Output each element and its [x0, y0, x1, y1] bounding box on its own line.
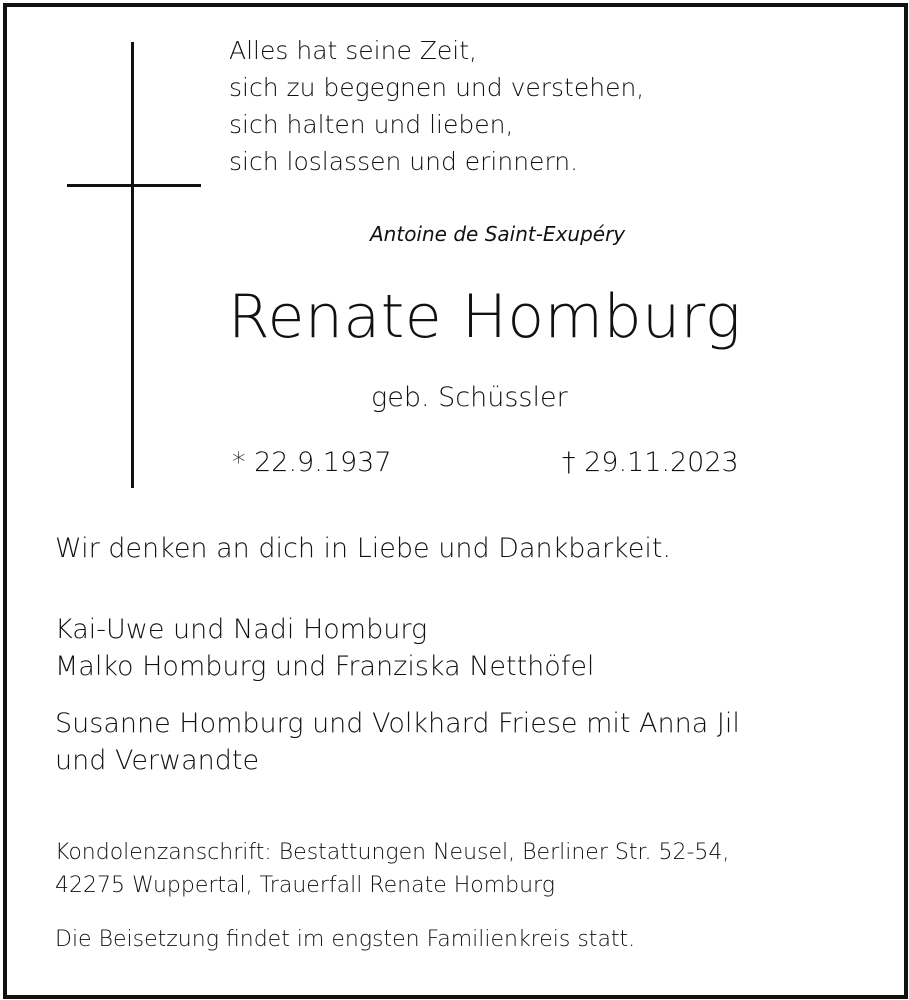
poem-line: sich loslassen und erinnern.: [229, 147, 579, 176]
birth-name: geb. Schüssler: [371, 382, 568, 413]
mourner-line: Susanne Homburg und Volkhard Friese mit Anna Jil: [55, 708, 740, 739]
poem-line: Alles hat seine Zeit,: [229, 36, 477, 65]
poem-author: Antoine de Saint-Exupéry: [370, 222, 626, 246]
birth-date: * 22.9.1937: [232, 447, 392, 478]
mourner-line: und Verwandte: [55, 745, 260, 776]
mourner-line: Malko Homburg und Franziska Netthöfel: [55, 651, 595, 682]
mourner-line: Kai-Uwe und Nadi Homburg: [55, 614, 428, 645]
burial-note: Die Beisetzung findet im engsten Familienkreis statt.: [55, 927, 636, 952]
cross-icon-horizontal: [67, 184, 201, 187]
message: Wir denken an dich in Liebe und Dankbarkeit.: [55, 533, 672, 564]
condolence-line: 42275 Wuppertal, Trauerfall Renate Homburg: [55, 873, 555, 898]
poem-line: sich halten und lieben,: [229, 110, 514, 139]
death-date: † 29.11.2023: [562, 447, 739, 478]
deceased-name: Renate Homburg: [228, 282, 742, 352]
cross-icon-vertical: [131, 42, 134, 488]
poem-line: sich zu begegnen und verstehen,: [229, 73, 645, 102]
condolence-line: Kondolenzanschrift: Bestattungen Neusel, Berliner Str. 52-54,: [55, 840, 730, 865]
